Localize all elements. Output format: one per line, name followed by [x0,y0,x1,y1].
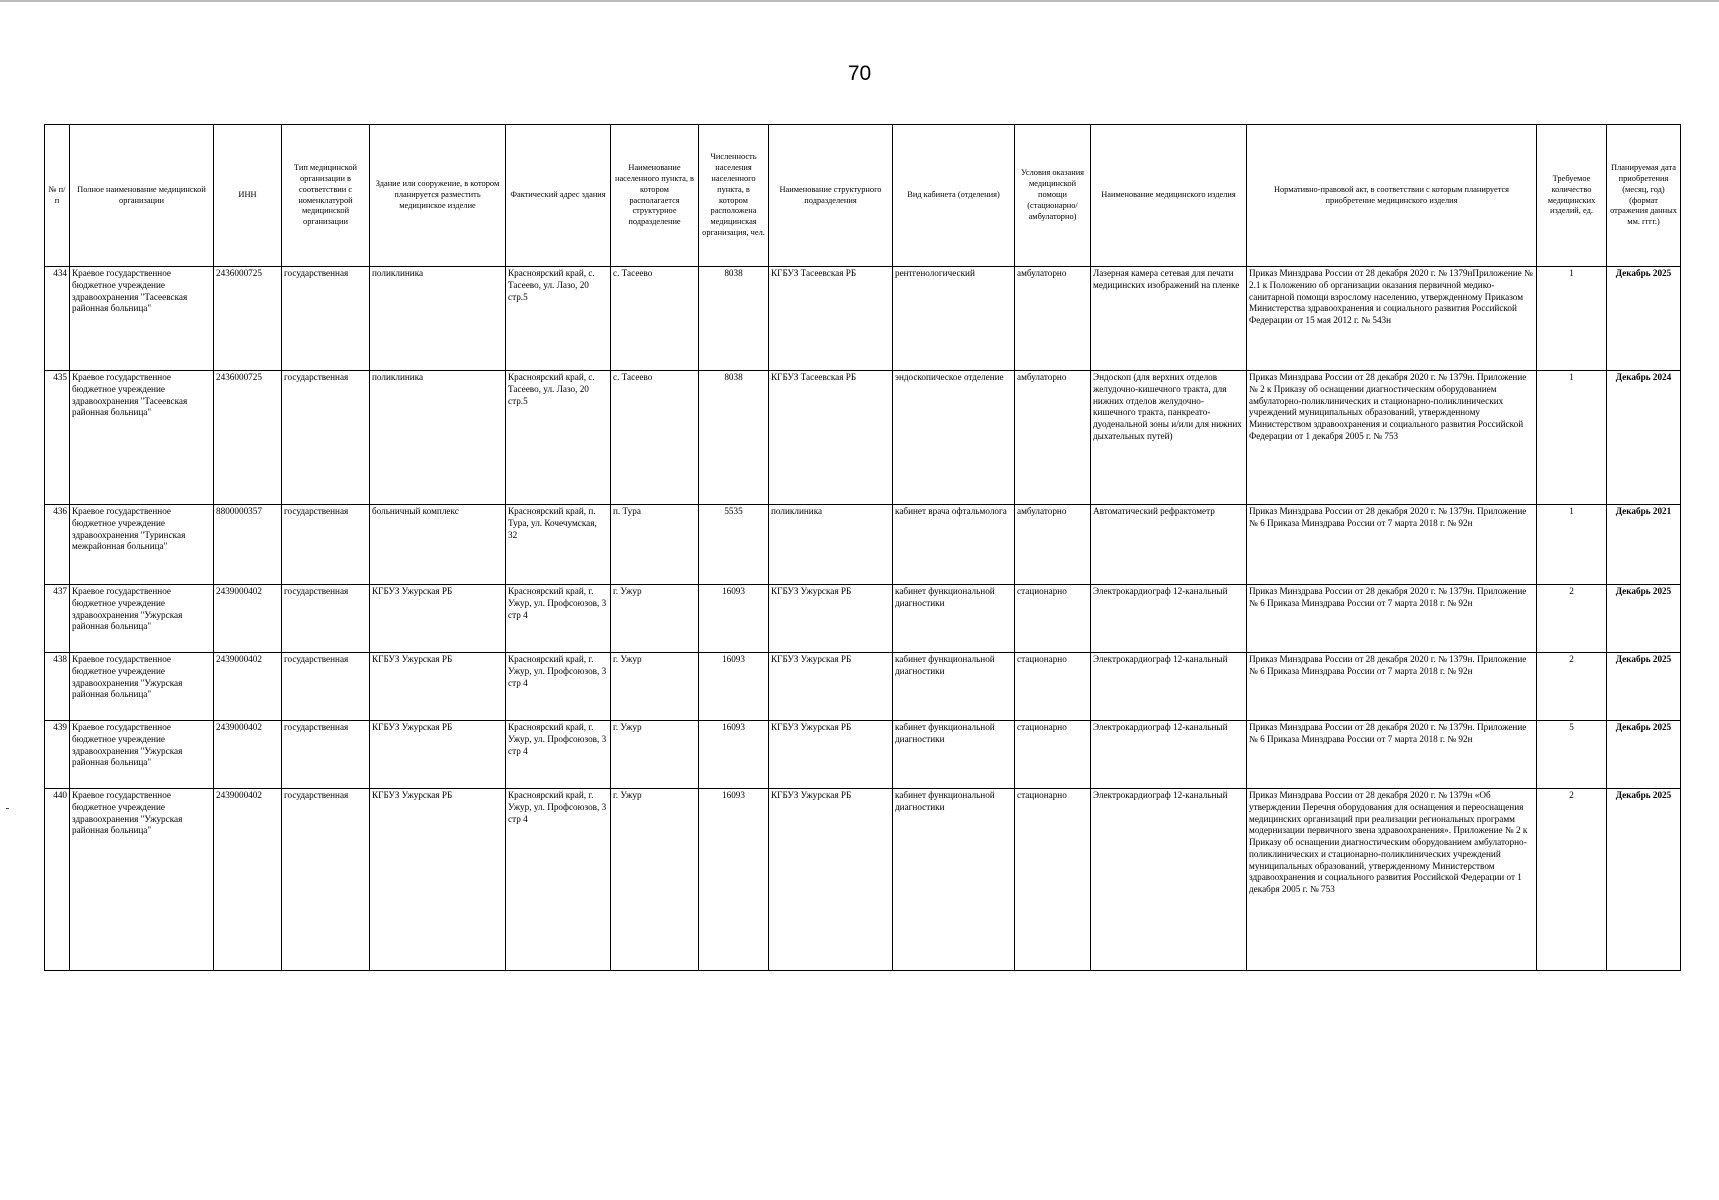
table-body [45,267,1681,971]
org-name-cell: Краевое государственное бюджетное учреждение здравоохранения "Тасеевская районная больница" [70,267,214,371]
settlement-cell: с. Тасеево [611,371,699,505]
legal-act-cell: Приказ Минздрава России от 28 декабря 2020 г. № 1379н. Приложение № 2 к Приказу об оснащении диагностическим оборудованием амбулаторно-поликлинических и стационарно-поликлинических учреждений муниципальных образований, утвержденному Министерством здравоохранения и социального развития Российской Федерации от 1 декабря 2005 г. № 753 [1247,371,1537,505]
inn-cell: 2436000725 [214,267,282,371]
purchase-date-cell: Декабрь 2025 [1607,267,1681,371]
org-name-cell: Краевое государственное бюджетное учреждение здравоохранения "Ужурская районная больница" [70,585,214,653]
row-number: 434 [45,267,70,371]
quantity-cell: 2 [1537,585,1607,653]
legal-act-cell: Приказ Минздрава России от 28 декабря 2020 г. № 1379н. Приложение № 6 Приказа Минздрава России от 7 марта 2018 г. № 92н [1247,721,1537,789]
population-cell: 16093 [699,653,769,721]
table-row [45,721,1681,789]
device-cell: Электрокардиограф 12-канальный [1091,585,1247,653]
header-col-org-name: Полное наименование медицинской организации [70,125,214,267]
conditions-cell: стационарно [1015,789,1091,971]
header-col-population: Численность населения населенного пункта, в котором расположена медицинская организация, чел. [699,125,769,267]
header-col-device: Наименование медицинского изделия [1091,125,1247,267]
quantity-cell: 5 [1537,721,1607,789]
header-col-cabinet: Вид кабинета (отделения) [893,125,1015,267]
page-number: 70 [847,62,872,85]
legal-act-cell: Приказ Минздрава России от 28 декабря 2020 г. № 1379нПриложение № 2.1 к Положению об организации оказания первичной медико-санитарной помощи взрослому населению, утвержденному Приказом Министерства здравоохранения и социального развития Российской Федерации от 15 мая 2012 г. № 543н [1247,267,1537,371]
inn-cell: 2439000402 [214,789,282,971]
table-row [45,267,1681,371]
legal-act-cell: Приказ Минздрава России от 28 декабря 2020 г. № 1379н «Об утверждении Перечня оборудования для оснащения и переоснащения медицинских организаций при реализации региональных программ модернизации первичного звена здравоохранения». Приложение № 2 к Приказу об оснащении диагностическим оборудованием амбулаторно-поликлинических и стационарно-поликлинических учреждений муниципальных образований, утвержденному Министерством здравоохранения и социального развития Российской Федерации от 1 декабря 2005 г. № 753 [1247,789,1537,971]
row-number: 438 [45,653,70,721]
population-cell: 16093 [699,789,769,971]
address-cell: Красноярский край, г. Ужур, ул. Профсоюзов, 3 стр 4 [506,721,611,789]
header-col-num: № п/п [45,125,70,267]
address-cell: Красноярский край, г. Ужур, ул. Профсоюзов, 3 стр 4 [506,585,611,653]
cabinet-cell: кабинет функциональной диагностики [893,653,1015,721]
purchase-date-cell: Декабрь 2024 [1607,371,1681,505]
row-number: 437 [45,585,70,653]
inn-cell: 8800000357 [214,505,282,585]
header-col-settlement: Наименование населенного пункта, в котором располагается структурное подразделение [611,125,699,267]
device-cell: Электрокардиограф 12-канальный [1091,653,1247,721]
settlement-cell: с. Тасеево [611,267,699,371]
inn-cell: 2436000725 [214,371,282,505]
conditions-cell: амбулаторно [1015,505,1091,585]
building-cell: поликлиника [370,267,506,371]
unit-cell: КГБУЗ Ужурская РБ [769,653,893,721]
table-row [45,789,1681,971]
unit-cell: поликлиника [769,505,893,585]
population-cell: 16093 [699,585,769,653]
row-number: 435 [45,371,70,505]
conditions-cell: амбулаторно [1015,371,1091,505]
header-col-quantity: Требуемое количество медицинских изделий, ед. [1537,125,1607,267]
header-col-building: Здание или сооружение, в котором планируется разместить медицинское изделие [370,125,506,267]
device-cell: Эндоскоп (для верхних отделов желудочно-кишечного тракта, для нижних отделов желудочно-кишечного тракта, панкреато-дуоденальной зоны и/или для нижних дыхательных путей) [1091,371,1247,505]
conditions-cell: стационарно [1015,585,1091,653]
settlement-cell: г. Ужур [611,653,699,721]
header-col-date: Планируемая дата приобретения (месяц, год) (формат отражения данных мм. гггг.) [1607,125,1681,267]
purchase-date-cell: Декабрь 2025 [1607,721,1681,789]
cabinet-cell: кабинет функциональной диагностики [893,721,1015,789]
address-cell: Красноярский край, с. Тасеево, ул. Лазо, 20 стр.5 [506,267,611,371]
org-name-cell: Краевое государственное бюджетное учреждение здравоохранения "Туринская межрайонная больница" [70,505,214,585]
address-cell: Красноярский край, п. Тура, ул. Кочечумская, 32 [506,505,611,585]
settlement-cell: г. Ужур [611,585,699,653]
population-cell: 8038 [699,267,769,371]
purchase-date-cell: Декабрь 2025 [1607,653,1681,721]
quantity-cell: 1 [1537,267,1607,371]
unit-cell: КГБУЗ Ужурская РБ [769,789,893,971]
table-row [45,371,1681,505]
org-type-cell: государственная [282,371,370,505]
building-cell: больничный комплекс [370,505,506,585]
unit-cell: КГБУЗ Ужурская РБ [769,585,893,653]
purchase-date-cell: Декабрь 2025 [1607,789,1681,971]
table-header-row [45,125,1681,267]
org-type-cell: государственная [282,267,370,371]
org-type-cell: государственная [282,653,370,721]
conditions-cell: стационарно [1015,721,1091,789]
org-type-cell: государственная [282,585,370,653]
legal-act-cell: Приказ Минздрава России от 28 декабря 2020 г. № 1379н. Приложение № 6 Приказа Минздрава России от 7 марта 2018 г. № 92н [1247,505,1537,585]
cabinet-cell: эндоскопическое отделение [893,371,1015,505]
unit-cell: КГБУЗ Ужурская РБ [769,721,893,789]
table-row [45,505,1681,585]
quantity-cell: 1 [1537,371,1607,505]
header-col-inn: ИНН [214,125,282,267]
population-cell: 16093 [699,721,769,789]
row-number: 439 [45,721,70,789]
org-name-cell: Краевое государственное бюджетное учреждение здравоохранения "Ужурская районная больница" [70,789,214,971]
building-cell: КГБУЗ Ужурская РБ [370,653,506,721]
table-row [45,585,1681,653]
address-cell: Красноярский край, с. Тасеево, ул. Лазо, 20 стр.5 [506,371,611,505]
purchase-date-cell: Декабрь 2025 [1607,585,1681,653]
building-cell: КГБУЗ Ужурская РБ [370,721,506,789]
header-col-unit: Наименование структурного подразделения [769,125,893,267]
settlement-cell: г. Ужур [611,721,699,789]
cabinet-cell: рентгенологический [893,267,1015,371]
cabinet-cell: кабинет функциональной диагностики [893,789,1015,971]
device-cell: Электрокардиограф 12-канальный [1091,789,1247,971]
purchase-date-cell: Декабрь 2021 [1607,505,1681,585]
header-col-conditions: Условия оказания медицинской помощи (стационарно/ амбулаторно) [1015,125,1091,267]
header-col-address: Фактический адрес здания [506,125,611,267]
margin-mark [6,808,9,809]
legal-act-cell: Приказ Минздрава России от 28 декабря 2020 г. № 1379н. Приложение № 6 Приказа Минздрава России от 7 марта 2018 г. № 92н [1247,585,1537,653]
inn-cell: 2439000402 [214,721,282,789]
settlement-cell: г. Ужур [611,789,699,971]
quantity-cell: 2 [1537,653,1607,721]
conditions-cell: стационарно [1015,653,1091,721]
header-col-org-type: Тип медицинской организации в соответствии с номенклатурой медицинской организации [282,125,370,267]
org-name-cell: Краевое государственное бюджетное учреждение здравоохранения "Тасеевская районная больница" [70,371,214,505]
table-row [45,653,1681,721]
address-cell: Красноярский край, г. Ужур, ул. Профсоюзов, 3 стр 4 [506,653,611,721]
quantity-cell: 2 [1537,789,1607,971]
org-type-cell: государственная [282,789,370,971]
conditions-cell: амбулаторно [1015,267,1091,371]
settlement-cell: п. Тура [611,505,699,585]
medical-equipment-table [44,124,1681,971]
address-cell: Красноярский край, г. Ужур, ул. Профсоюзов, 3 стр 4 [506,789,611,971]
org-name-cell: Краевое государственное бюджетное учреждение здравоохранения "Ужурская районная больница" [70,653,214,721]
quantity-cell: 1 [1537,505,1607,585]
legal-act-cell: Приказ Минздрава России от 28 декабря 2020 г. № 1379н. Приложение № 6 Приказа Минздрава России от 7 марта 2018 г. № 92н [1247,653,1537,721]
inn-cell: 2439000402 [214,653,282,721]
population-cell: 5535 [699,505,769,585]
building-cell: КГБУЗ Ужурская РБ [370,789,506,971]
top-scan-edge [0,0,1719,2]
building-cell: КГБУЗ Ужурская РБ [370,585,506,653]
unit-cell: КГБУЗ Тасеевская РБ [769,371,893,505]
inn-cell: 2439000402 [214,585,282,653]
row-number: 436 [45,505,70,585]
header-col-legal-act: Нормативно-правовой акт, в соответствии с которым планируется приобретение медицинского изделия [1247,125,1537,267]
building-cell: поликлиника [370,371,506,505]
org-type-cell: государственная [282,721,370,789]
org-name-cell: Краевое государственное бюджетное учреждение здравоохранения "Ужурская районная больница" [70,721,214,789]
device-cell: Электрокардиограф 12-канальный [1091,721,1247,789]
row-number: 440 [45,789,70,971]
device-cell: Лазерная камера сетевая для печати медицинских изображений на пленке [1091,267,1247,371]
device-cell: Автоматический рефрактометр [1091,505,1247,585]
population-cell: 8038 [699,371,769,505]
org-type-cell: государственная [282,505,370,585]
cabinet-cell: кабинет функциональной диагностики [893,585,1015,653]
unit-cell: КГБУЗ Тасеевская РБ [769,267,893,371]
cabinet-cell: кабинет врача офтальмолога [893,505,1015,585]
